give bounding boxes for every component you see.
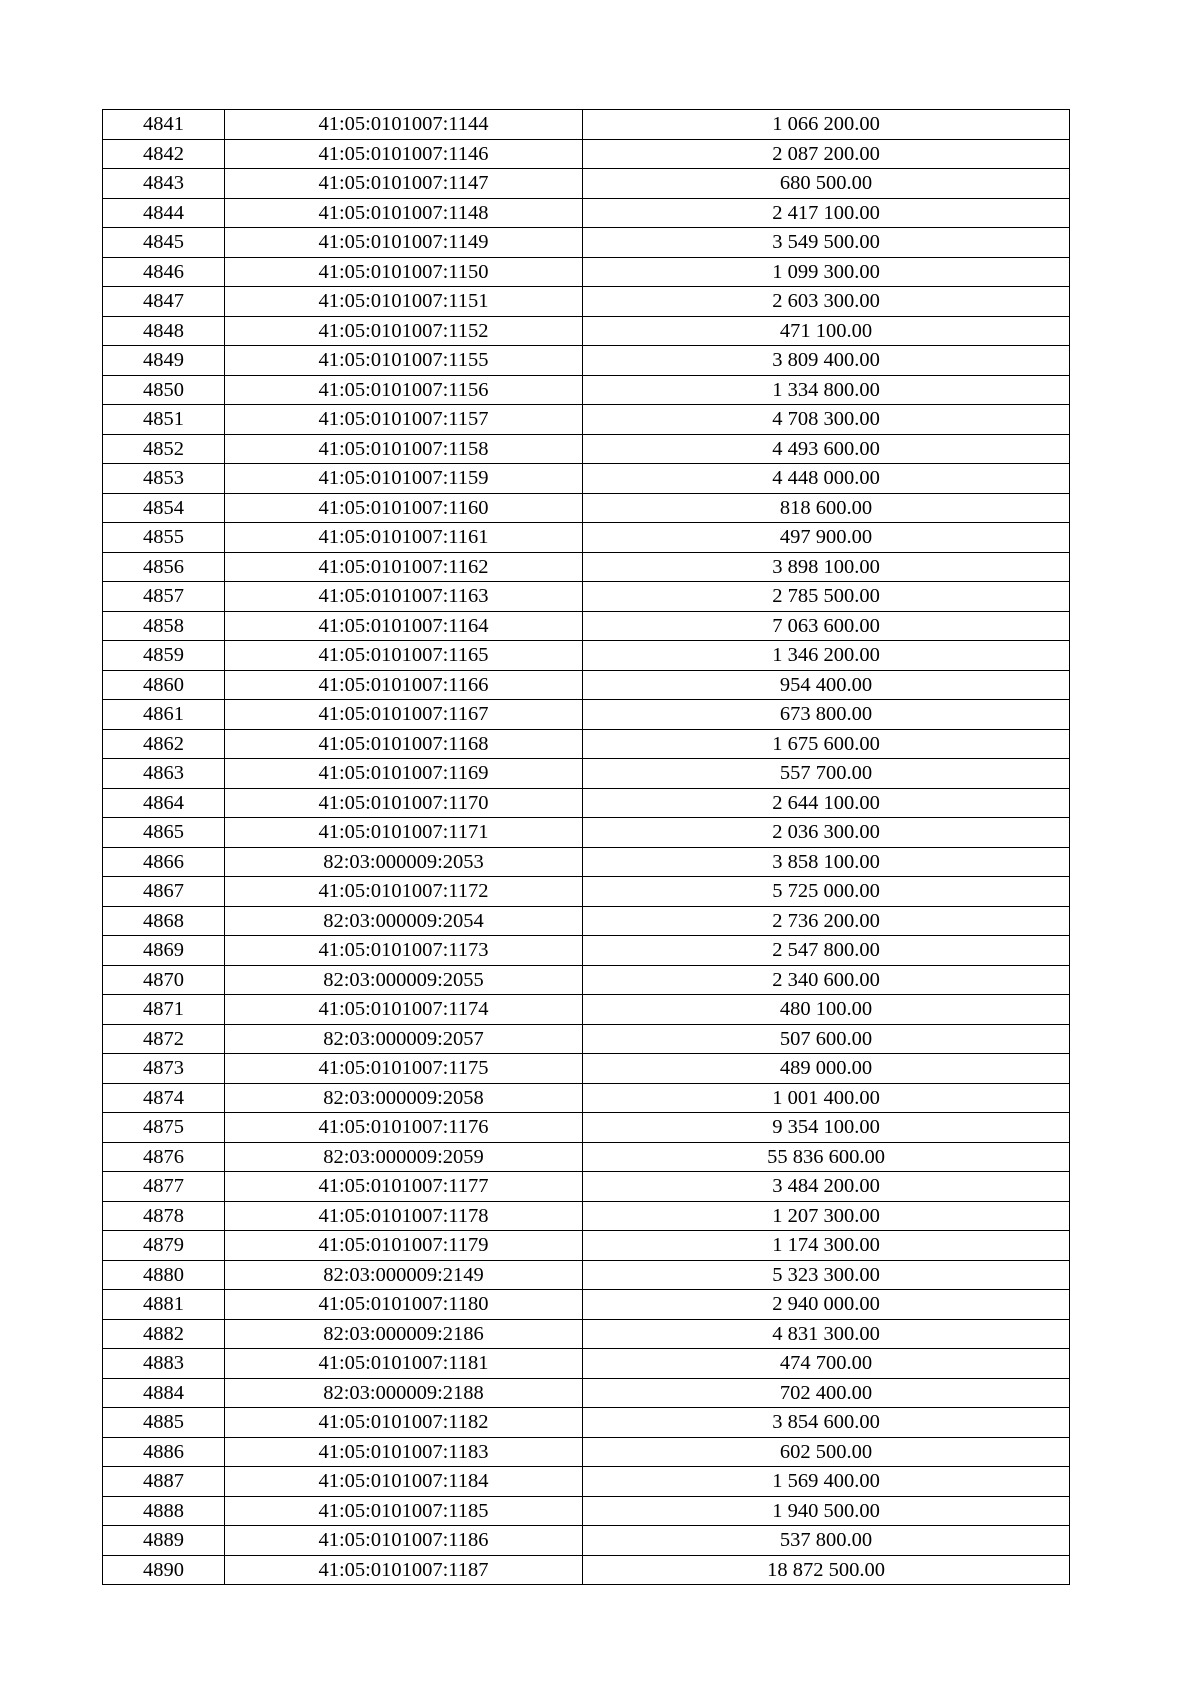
- table-row: [103, 1437, 1070, 1467]
- table-row: [103, 110, 1070, 140]
- table-row: [103, 995, 1070, 1025]
- cadastral-value-cell: 1 675 600.00: [583, 729, 1070, 759]
- cadastral-value-cell: 1 174 300.00: [583, 1231, 1070, 1261]
- table-row: [103, 375, 1070, 405]
- row-number-cell: 4862: [103, 729, 225, 759]
- row-number-cell: 4863: [103, 759, 225, 789]
- row-number-cell: 4883: [103, 1349, 225, 1379]
- cadastral-value-cell: 507 600.00: [583, 1024, 1070, 1054]
- cadastral-number-cell: 41:05:0101007:1178: [225, 1201, 583, 1231]
- cadastral-value-cell: 673 800.00: [583, 700, 1070, 730]
- table-row: [103, 493, 1070, 523]
- table-row: [103, 257, 1070, 287]
- table-row: [103, 847, 1070, 877]
- table-row: [103, 700, 1070, 730]
- table-row: [103, 936, 1070, 966]
- cadastral-number-cell: 41:05:0101007:1157: [225, 405, 583, 435]
- cadastral-value-table: [102, 109, 1070, 1585]
- cadastral-value-cell: 702 400.00: [583, 1378, 1070, 1408]
- cadastral-value-cell: 1 940 500.00: [583, 1496, 1070, 1526]
- cadastral-value-cell: 7 063 600.00: [583, 611, 1070, 641]
- cadastral-value-cell: 4 831 300.00: [583, 1319, 1070, 1349]
- table-row: [103, 670, 1070, 700]
- cadastral-number-cell: 41:05:0101007:1174: [225, 995, 583, 1025]
- cadastral-number-cell: 41:05:0101007:1184: [225, 1467, 583, 1497]
- table-row: [103, 1526, 1070, 1556]
- table-row: [103, 1231, 1070, 1261]
- cadastral-number-cell: 41:05:0101007:1158: [225, 434, 583, 464]
- cadastral-value-cell: 489 000.00: [583, 1054, 1070, 1084]
- cadastral-number-cell: 41:05:0101007:1151: [225, 287, 583, 317]
- cadastral-number-cell: 82:03:000009:2057: [225, 1024, 583, 1054]
- cadastral-number-cell: 41:05:0101007:1163: [225, 582, 583, 612]
- cadastral-number-cell: 82:03:000009:2149: [225, 1260, 583, 1290]
- row-number-cell: 4881: [103, 1290, 225, 1320]
- row-number-cell: 4878: [103, 1201, 225, 1231]
- row-number-cell: 4880: [103, 1260, 225, 1290]
- cadastral-number-cell: 41:05:0101007:1147: [225, 169, 583, 199]
- row-number-cell: 4884: [103, 1378, 225, 1408]
- cadastral-value-cell: 4 708 300.00: [583, 405, 1070, 435]
- row-number-cell: 4848: [103, 316, 225, 346]
- cadastral-value-cell: 3 854 600.00: [583, 1408, 1070, 1438]
- row-number-cell: 4852: [103, 434, 225, 464]
- row-number-cell: 4873: [103, 1054, 225, 1084]
- row-number-cell: 4859: [103, 641, 225, 671]
- cadastral-value-cell: 471 100.00: [583, 316, 1070, 346]
- cadastral-value-cell: 480 100.00: [583, 995, 1070, 1025]
- table-row: [103, 346, 1070, 376]
- table-row: [103, 582, 1070, 612]
- cadastral-value-cell: 497 900.00: [583, 523, 1070, 553]
- row-number-cell: 4843: [103, 169, 225, 199]
- cadastral-value-cell: 2 087 200.00: [583, 139, 1070, 169]
- cadastral-value-cell: 2 340 600.00: [583, 965, 1070, 995]
- cadastral-number-cell: 41:05:0101007:1187: [225, 1555, 583, 1585]
- cadastral-number-cell: 41:05:0101007:1155: [225, 346, 583, 376]
- cadastral-value-cell: 1 066 200.00: [583, 110, 1070, 140]
- table-body: [103, 110, 1070, 1585]
- cadastral-number-cell: 41:05:0101007:1182: [225, 1408, 583, 1438]
- table-row: [103, 818, 1070, 848]
- cadastral-value-cell: 4 493 600.00: [583, 434, 1070, 464]
- row-number-cell: 4885: [103, 1408, 225, 1438]
- cadastral-number-cell: 41:05:0101007:1159: [225, 464, 583, 494]
- row-number-cell: 4857: [103, 582, 225, 612]
- row-number-cell: 4846: [103, 257, 225, 287]
- cadastral-value-cell: 3 809 400.00: [583, 346, 1070, 376]
- cadastral-value-cell: 2 785 500.00: [583, 582, 1070, 612]
- row-number-cell: 4867: [103, 877, 225, 907]
- cadastral-number-cell: 41:05:0101007:1181: [225, 1349, 583, 1379]
- cadastral-value-cell: 1 346 200.00: [583, 641, 1070, 671]
- cadastral-number-cell: 41:05:0101007:1150: [225, 257, 583, 287]
- cadastral-number-cell: 41:05:0101007:1175: [225, 1054, 583, 1084]
- cadastral-number-cell: 82:03:000009:2188: [225, 1378, 583, 1408]
- cadastral-number-cell: 41:05:0101007:1169: [225, 759, 583, 789]
- table-row: [103, 464, 1070, 494]
- cadastral-number-cell: 41:05:0101007:1171: [225, 818, 583, 848]
- cadastral-number-cell: 41:05:0101007:1165: [225, 641, 583, 671]
- cadastral-value-cell: 1 569 400.00: [583, 1467, 1070, 1497]
- cadastral-value-cell: 2 547 800.00: [583, 936, 1070, 966]
- table-row: [103, 1378, 1070, 1408]
- table-row: [103, 198, 1070, 228]
- row-number-cell: 4866: [103, 847, 225, 877]
- row-number-cell: 4879: [103, 1231, 225, 1261]
- cadastral-value-cell: 1 099 300.00: [583, 257, 1070, 287]
- cadastral-number-cell: 41:05:0101007:1176: [225, 1113, 583, 1143]
- table-row: [103, 1349, 1070, 1379]
- table-row: [103, 1555, 1070, 1585]
- cadastral-value-cell: 3 484 200.00: [583, 1172, 1070, 1202]
- cadastral-value-cell: 2 736 200.00: [583, 906, 1070, 936]
- row-number-cell: 4856: [103, 552, 225, 582]
- row-number-cell: 4876: [103, 1142, 225, 1172]
- row-number-cell: 4864: [103, 788, 225, 818]
- cadastral-value-cell: 1 334 800.00: [583, 375, 1070, 405]
- cadastral-number-cell: 82:03:000009:2054: [225, 906, 583, 936]
- cadastral-number-cell: 41:05:0101007:1152: [225, 316, 583, 346]
- row-number-cell: 4847: [103, 287, 225, 317]
- cadastral-number-cell: 41:05:0101007:1166: [225, 670, 583, 700]
- table-row: [103, 228, 1070, 258]
- table-row: [103, 1496, 1070, 1526]
- cadastral-number-cell: 41:05:0101007:1185: [225, 1496, 583, 1526]
- table-row: [103, 1113, 1070, 1143]
- cadastral-value-cell: 557 700.00: [583, 759, 1070, 789]
- row-number-cell: 4865: [103, 818, 225, 848]
- row-number-cell: 4872: [103, 1024, 225, 1054]
- table-row: [103, 523, 1070, 553]
- row-number-cell: 4849: [103, 346, 225, 376]
- row-number-cell: 4853: [103, 464, 225, 494]
- row-number-cell: 4855: [103, 523, 225, 553]
- cadastral-value-cell: 954 400.00: [583, 670, 1070, 700]
- row-number-cell: 4844: [103, 198, 225, 228]
- cadastral-number-cell: 41:05:0101007:1172: [225, 877, 583, 907]
- row-number-cell: 4842: [103, 139, 225, 169]
- table-row: [103, 906, 1070, 936]
- cadastral-value-cell: 4 448 000.00: [583, 464, 1070, 494]
- cadastral-number-cell: 82:03:000009:2055: [225, 965, 583, 995]
- table-row: [103, 316, 1070, 346]
- row-number-cell: 4854: [103, 493, 225, 523]
- table-row: [103, 1172, 1070, 1202]
- row-number-cell: 4858: [103, 611, 225, 641]
- table-row: [103, 405, 1070, 435]
- cadastral-value-cell: 5 725 000.00: [583, 877, 1070, 907]
- cadastral-number-cell: 41:05:0101007:1149: [225, 228, 583, 258]
- cadastral-value-cell: 3 549 500.00: [583, 228, 1070, 258]
- row-number-cell: 4841: [103, 110, 225, 140]
- cadastral-number-cell: 82:03:000009:2059: [225, 1142, 583, 1172]
- row-number-cell: 4877: [103, 1172, 225, 1202]
- row-number-cell: 4886: [103, 1437, 225, 1467]
- row-number-cell: 4888: [103, 1496, 225, 1526]
- row-number-cell: 4860: [103, 670, 225, 700]
- row-number-cell: 4850: [103, 375, 225, 405]
- cadastral-number-cell: 41:05:0101007:1148: [225, 198, 583, 228]
- cadastral-value-cell: 537 800.00: [583, 1526, 1070, 1556]
- cadastral-number-cell: 41:05:0101007:1167: [225, 700, 583, 730]
- cadastral-value-cell: 2 644 100.00: [583, 788, 1070, 818]
- table-row: [103, 1467, 1070, 1497]
- cadastral-value-cell: 5 323 300.00: [583, 1260, 1070, 1290]
- cadastral-value-cell: 602 500.00: [583, 1437, 1070, 1467]
- cadastral-value-cell: 1 207 300.00: [583, 1201, 1070, 1231]
- table-row: [103, 729, 1070, 759]
- cadastral-value-cell: 680 500.00: [583, 169, 1070, 199]
- table-row: [103, 1142, 1070, 1172]
- table-row: [103, 1024, 1070, 1054]
- cadastral-number-cell: 41:05:0101007:1160: [225, 493, 583, 523]
- row-number-cell: 4851: [103, 405, 225, 435]
- cadastral-value-cell: 818 600.00: [583, 493, 1070, 523]
- row-number-cell: 4889: [103, 1526, 225, 1556]
- cadastral-value-cell: 9 354 100.00: [583, 1113, 1070, 1143]
- table-row: [103, 788, 1070, 818]
- table-row: [103, 139, 1070, 169]
- table-row: [103, 287, 1070, 317]
- cadastral-value-cell: 474 700.00: [583, 1349, 1070, 1379]
- cadastral-value-cell: 3 858 100.00: [583, 847, 1070, 877]
- cadastral-number-cell: 41:05:0101007:1144: [225, 110, 583, 140]
- row-number-cell: 4869: [103, 936, 225, 966]
- cadastral-value-cell: 2 940 000.00: [583, 1290, 1070, 1320]
- cadastral-number-cell: 41:05:0101007:1180: [225, 1290, 583, 1320]
- table-row: [103, 1319, 1070, 1349]
- cadastral-number-cell: 41:05:0101007:1183: [225, 1437, 583, 1467]
- table-row: [103, 611, 1070, 641]
- row-number-cell: 4845: [103, 228, 225, 258]
- table-row: [103, 877, 1070, 907]
- cadastral-value-cell: 3 898 100.00: [583, 552, 1070, 582]
- table-row: [103, 434, 1070, 464]
- cadastral-number-cell: 41:05:0101007:1173: [225, 936, 583, 966]
- cadastral-number-cell: 82:03:000009:2053: [225, 847, 583, 877]
- cadastral-number-cell: 41:05:0101007:1186: [225, 1526, 583, 1556]
- cadastral-number-cell: 41:05:0101007:1170: [225, 788, 583, 818]
- row-number-cell: 4890: [103, 1555, 225, 1585]
- table-row: [103, 1260, 1070, 1290]
- cadastral-number-cell: 41:05:0101007:1179: [225, 1231, 583, 1261]
- table-row: [103, 1054, 1070, 1084]
- cadastral-number-cell: 41:05:0101007:1168: [225, 729, 583, 759]
- table-row: [103, 169, 1070, 199]
- cadastral-value-cell: 2 603 300.00: [583, 287, 1070, 317]
- table-row: [103, 965, 1070, 995]
- cadastral-number-cell: 41:05:0101007:1156: [225, 375, 583, 405]
- cadastral-number-cell: 41:05:0101007:1146: [225, 139, 583, 169]
- cadastral-number-cell: 41:05:0101007:1164: [225, 611, 583, 641]
- table-row: [103, 1201, 1070, 1231]
- row-number-cell: 4875: [103, 1113, 225, 1143]
- table-row: [103, 1290, 1070, 1320]
- table-row: [103, 1083, 1070, 1113]
- cadastral-value-cell: 18 872 500.00: [583, 1555, 1070, 1585]
- row-number-cell: 4870: [103, 965, 225, 995]
- table-row: [103, 1408, 1070, 1438]
- row-number-cell: 4868: [103, 906, 225, 936]
- row-number-cell: 4874: [103, 1083, 225, 1113]
- cadastral-number-cell: 41:05:0101007:1161: [225, 523, 583, 553]
- cadastral-value-cell: 2 036 300.00: [583, 818, 1070, 848]
- cadastral-value-cell: 55 836 600.00: [583, 1142, 1070, 1172]
- cadastral-value-cell: 2 417 100.00: [583, 198, 1070, 228]
- row-number-cell: 4871: [103, 995, 225, 1025]
- table-row: [103, 552, 1070, 582]
- cadastral-number-cell: 41:05:0101007:1177: [225, 1172, 583, 1202]
- row-number-cell: 4882: [103, 1319, 225, 1349]
- cadastral-number-cell: 82:03:000009:2186: [225, 1319, 583, 1349]
- table-row: [103, 759, 1070, 789]
- table-row: [103, 641, 1070, 671]
- row-number-cell: 4861: [103, 700, 225, 730]
- row-number-cell: 4887: [103, 1467, 225, 1497]
- cadastral-number-cell: 82:03:000009:2058: [225, 1083, 583, 1113]
- cadastral-number-cell: 41:05:0101007:1162: [225, 552, 583, 582]
- cadastral-value-cell: 1 001 400.00: [583, 1083, 1070, 1113]
